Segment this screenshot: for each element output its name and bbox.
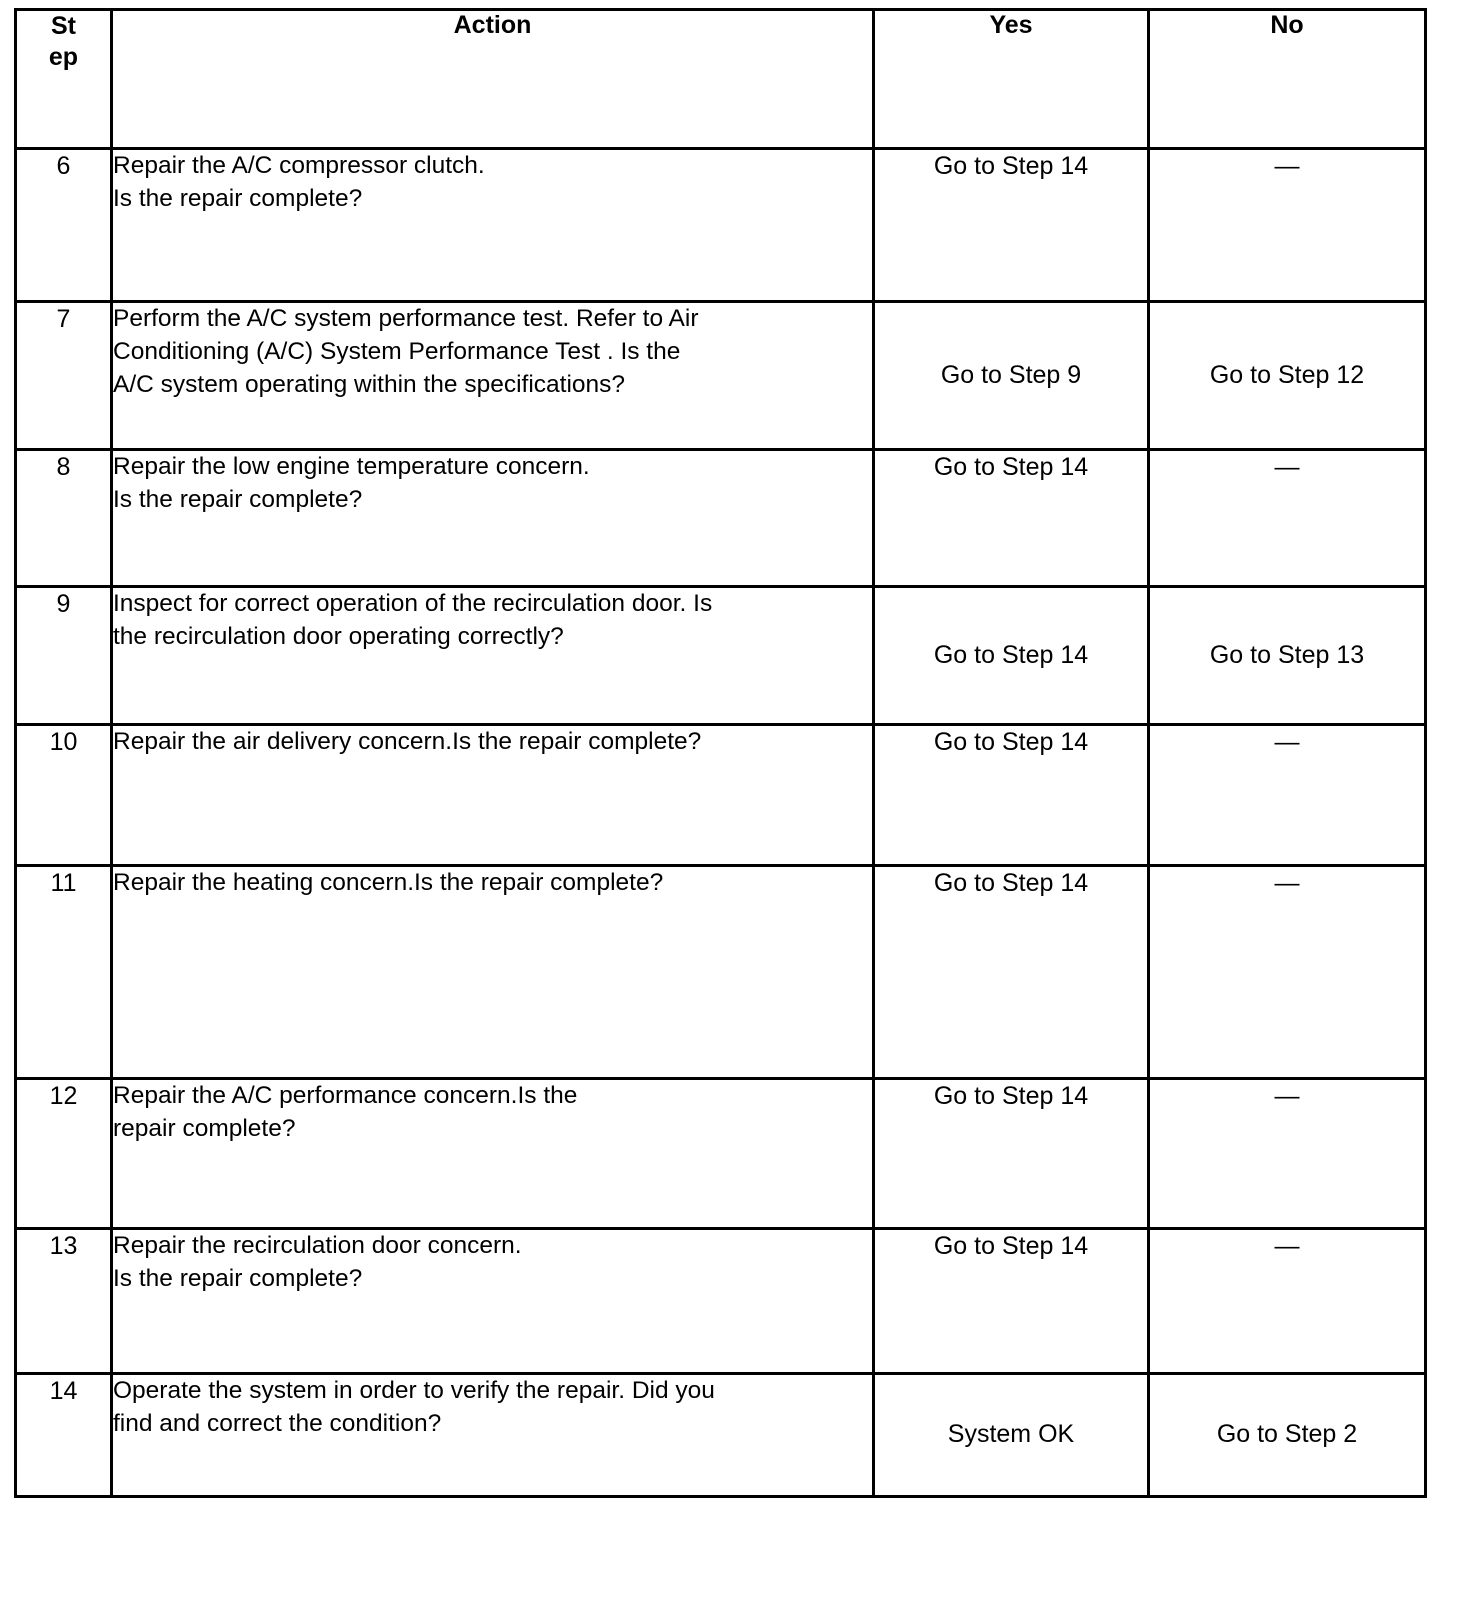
table-row <box>16 866 1426 1079</box>
column-header-step-line1: St <box>51 12 76 40</box>
cell-yes: System OK <box>874 1374 1149 1497</box>
table-row <box>16 587 1426 725</box>
action-line: Repair the A/C compressor clutch. <box>113 152 485 179</box>
table-row <box>16 149 1426 302</box>
table-row <box>16 1229 1426 1374</box>
action-line: Perform the A/C system performance test. Refer to Air <box>113 305 699 332</box>
table-row <box>16 450 1426 587</box>
action-line: Conditioning (A/C) System Performance Test . Is the <box>113 337 681 365</box>
action-line: Repair the heating concern.Is the repair complete? <box>113 869 664 896</box>
cell-step: 7 <box>16 302 112 450</box>
action-line: find and correct the condition? <box>113 1409 442 1437</box>
cell-action <box>112 587 874 725</box>
cell-action <box>112 1374 874 1497</box>
action-line: A/C system operating within the specifications? <box>113 370 626 398</box>
cell-yes: Go to Step 14 <box>874 587 1149 725</box>
cell-action <box>112 866 874 1079</box>
cell-step: 12 <box>16 1079 112 1229</box>
table-header-row <box>16 10 1426 149</box>
action-line: Repair the recirculation door concern. <box>113 1232 522 1259</box>
cell-no: — <box>1149 725 1426 866</box>
table-row <box>16 725 1426 866</box>
action-line: Is the repair complete? <box>113 1264 363 1292</box>
cell-action <box>112 1229 874 1374</box>
column-header-yes: Yes <box>874 10 1149 149</box>
column-header-no: No <box>1149 10 1426 149</box>
table-row <box>16 1079 1426 1229</box>
cell-no: Go to Step 2 <box>1149 1374 1426 1497</box>
action-line: Is the repair complete? <box>113 485 363 513</box>
cell-yes: Go to Step 14 <box>874 1079 1149 1229</box>
cell-yes: Go to Step 14 <box>874 149 1149 302</box>
action-line: Is the repair complete? <box>113 184 363 212</box>
action-line: repair complete? <box>113 1114 296 1142</box>
cell-no: Go to Step 13 <box>1149 587 1426 725</box>
action-line: Repair the A/C performance concern.Is the <box>113 1082 578 1109</box>
action-line: Repair the air delivery concern.Is the repair complete? <box>113 728 702 755</box>
cell-action <box>112 450 874 587</box>
cell-yes: Go to Step 14 <box>874 450 1149 587</box>
cell-action <box>112 725 874 866</box>
cell-no: — <box>1149 450 1426 587</box>
table-body <box>16 149 1426 1497</box>
cell-yes: Go to Step 14 <box>874 866 1149 1079</box>
cell-step: 14 <box>16 1374 112 1497</box>
table-row <box>16 1374 1426 1497</box>
cell-yes: Go to Step 14 <box>874 1229 1149 1374</box>
cell-action <box>112 302 874 450</box>
table-header <box>16 10 1426 149</box>
cell-step: 13 <box>16 1229 112 1374</box>
cell-no: — <box>1149 1079 1426 1229</box>
cell-step: 11 <box>16 866 112 1079</box>
cell-step: 10 <box>16 725 112 866</box>
cell-step: 8 <box>16 450 112 587</box>
cell-no: — <box>1149 149 1426 302</box>
action-line: the recirculation door operating correctly? <box>113 622 564 650</box>
cell-action <box>112 1079 874 1229</box>
action-line: Operate the system in order to verify the repair. Did you <box>113 1377 715 1404</box>
cell-yes: Go to Step 14 <box>874 725 1149 866</box>
cell-step: 9 <box>16 587 112 725</box>
cell-yes: Go to Step 9 <box>874 302 1149 450</box>
column-header-step-line2: ep <box>48 42 79 71</box>
action-line: Inspect for correct operation of the recirculation door. Is <box>113 590 713 617</box>
column-header-action: Action <box>112 10 874 149</box>
cell-no: — <box>1149 1229 1426 1374</box>
table-row <box>16 302 1426 450</box>
column-header-step <box>16 10 112 149</box>
cell-no: Go to Step 12 <box>1149 302 1426 450</box>
diagnostic-step-table <box>14 8 1427 1498</box>
cell-no: — <box>1149 866 1426 1079</box>
cell-action <box>112 149 874 302</box>
cell-step: 6 <box>16 149 112 302</box>
action-line: Repair the low engine temperature concern. <box>113 453 590 480</box>
